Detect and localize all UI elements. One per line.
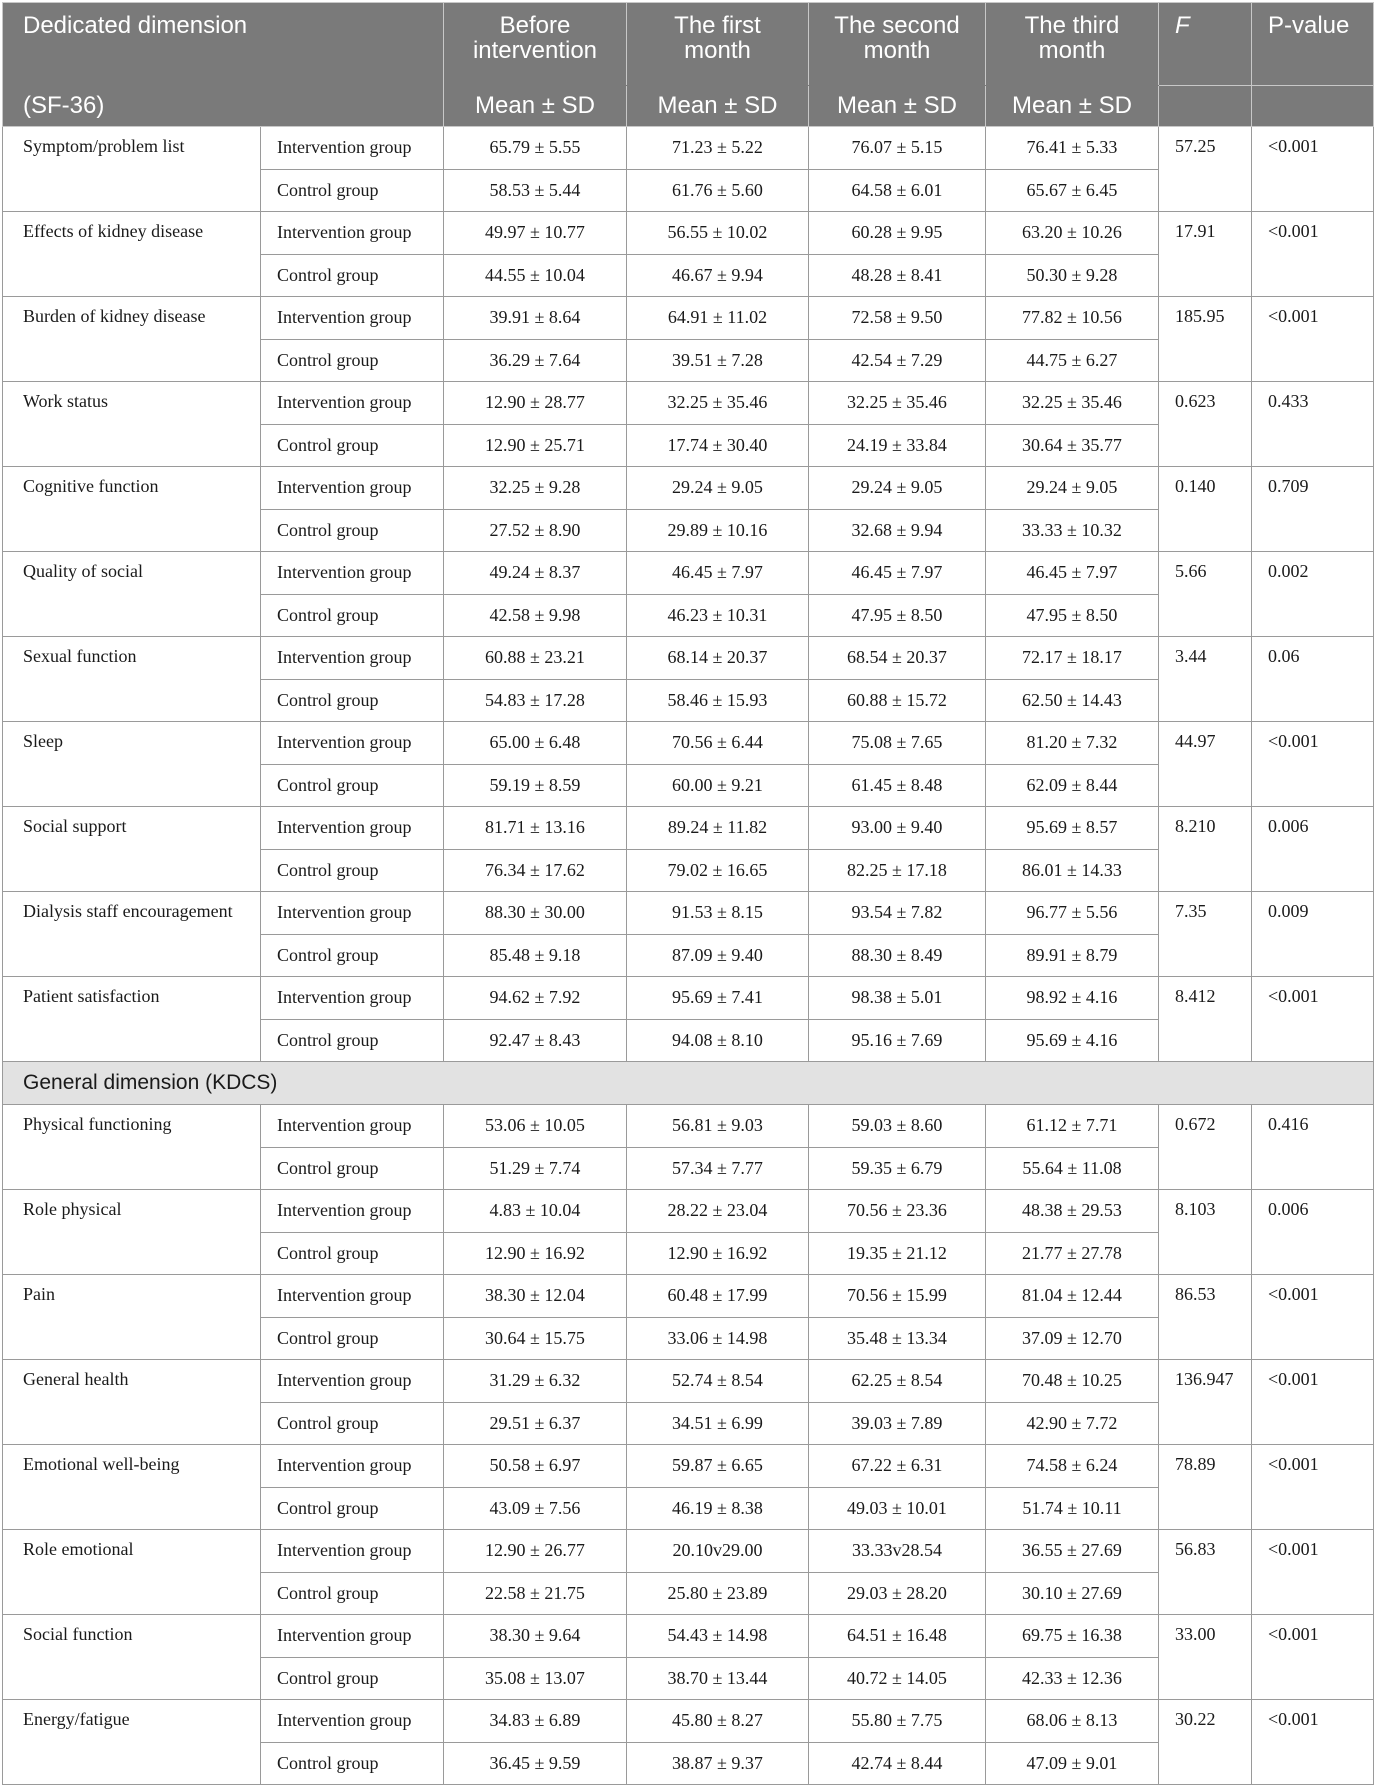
mean-sd-value: 49.03 ± 10.01 <box>809 1487 986 1530</box>
mean-sd-value: 64.58 ± 6.01 <box>809 169 986 212</box>
mean-sd-value: 55.64 ± 11.08 <box>986 1147 1159 1190</box>
mean-sd-value: 92.47 ± 8.43 <box>444 1019 627 1062</box>
mean-sd-value: 65.00 ± 6.48 <box>444 722 627 765</box>
mean-sd-value: 93.00 ± 9.40 <box>809 807 986 850</box>
dimension-name: Role physical <box>3 1190 261 1275</box>
mean-sd-value: 31.29 ± 6.32 <box>444 1360 627 1403</box>
mean-sd-value: 37.09 ± 12.70 <box>986 1317 1159 1360</box>
mean-sd-value: 62.50 ± 14.43 <box>986 679 1159 722</box>
mean-sd-value: 57.34 ± 7.77 <box>627 1147 809 1190</box>
mean-sd-value: 60.88 ± 15.72 <box>809 679 986 722</box>
col-header-month2: The second month <box>809 3 986 86</box>
group-label: Intervention group <box>261 892 444 935</box>
mean-sd-value: 36.45 ± 9.59 <box>444 1742 627 1785</box>
table-row <box>3 1105 1374 1148</box>
mean-sd-value: 35.48 ± 13.34 <box>809 1317 986 1360</box>
mean-sd-value: 46.23 ± 10.31 <box>627 594 809 637</box>
mean-sd-value: 79.02 ± 16.65 <box>627 849 809 892</box>
p-value: 0.416 <box>1252 1105 1374 1190</box>
table-header <box>3 3 1374 127</box>
group-label: Intervention group <box>261 212 444 255</box>
table-row <box>3 552 1374 595</box>
mean-sd-value: 43.09 ± 7.56 <box>444 1487 627 1530</box>
group-label: Control group <box>261 849 444 892</box>
mean-sd-value: 72.17 ± 18.17 <box>986 637 1159 680</box>
table-row <box>3 467 1374 510</box>
f-value: 0.672 <box>1159 1105 1252 1190</box>
group-label: Intervention group <box>261 297 444 340</box>
dimension-name: Energy/fatigue <box>3 1700 261 1785</box>
mean-sd-value: 68.54 ± 20.37 <box>809 637 986 680</box>
col-header-month1: The first month <box>627 3 809 86</box>
mean-sd-value: 96.77 ± 5.56 <box>986 892 1159 935</box>
mean-sd-value: 32.25 ± 35.46 <box>809 382 986 425</box>
group-label: Control group <box>261 1742 444 1785</box>
mean-sd-value: 29.89 ± 10.16 <box>627 509 809 552</box>
mean-sd-value: 40.72 ± 14.05 <box>809 1657 986 1700</box>
mean-sd-value: 51.29 ± 7.74 <box>444 1147 627 1190</box>
mean-sd-value: 70.48 ± 10.25 <box>986 1360 1159 1403</box>
group-label: Intervention group <box>261 1275 444 1318</box>
dimension-name: Cognitive function <box>3 467 261 552</box>
group-label: Intervention group <box>261 977 444 1020</box>
mean-sd-value: 68.14 ± 20.37 <box>627 637 809 680</box>
f-value: 7.35 <box>1159 892 1252 977</box>
mean-sd-value: 38.30 ± 12.04 <box>444 1275 627 1318</box>
mean-sd-value: 71.23 ± 5.22 <box>627 127 809 170</box>
mean-sd-value: 17.74 ± 30.40 <box>627 424 809 467</box>
dimension-name: Quality of social <box>3 552 261 637</box>
table-row <box>3 1700 1374 1743</box>
dimension-header: Dedicated dimension <box>3 3 261 86</box>
mean-sd-value: 46.19 ± 8.38 <box>627 1487 809 1530</box>
mean-sd-value: 38.87 ± 9.37 <box>627 1742 809 1785</box>
mean-sd-value: 61.12 ± 7.71 <box>986 1105 1159 1148</box>
mean-sd-value: 49.24 ± 8.37 <box>444 552 627 595</box>
mean-sd-value: 59.87 ± 6.65 <box>627 1445 809 1488</box>
mean-sd-value: 29.03 ± 28.20 <box>809 1572 986 1615</box>
table-row <box>3 637 1374 680</box>
mean-sd-value: 30.64 ± 35.77 <box>986 424 1159 467</box>
table-row <box>3 1615 1374 1658</box>
table-row <box>3 722 1374 765</box>
mean-sd-value: 45.80 ± 8.27 <box>627 1700 809 1743</box>
mean-sd-value: 54.43 ± 14.98 <box>627 1615 809 1658</box>
mean-sd-value: 65.79 ± 5.55 <box>444 127 627 170</box>
subheader-mean-sd: Mean ± SD <box>986 86 1159 127</box>
mean-sd-value: 60.00 ± 9.21 <box>627 764 809 807</box>
group-label: Control group <box>261 934 444 977</box>
table-row <box>3 892 1374 935</box>
f-value: 44.97 <box>1159 722 1252 807</box>
group-label: Intervention group <box>261 552 444 595</box>
group-label: Intervention group <box>261 1105 444 1148</box>
mean-sd-value: 60.48 ± 17.99 <box>627 1275 809 1318</box>
mean-sd-value: 59.35 ± 6.79 <box>809 1147 986 1190</box>
group-label: Control group <box>261 424 444 467</box>
mean-sd-value: 52.74 ± 8.54 <box>627 1360 809 1403</box>
group-label: Intervention group <box>261 382 444 425</box>
group-label: Control group <box>261 1402 444 1445</box>
subheader-mean-sd: Mean ± SD <box>444 86 627 127</box>
col-header-before: Before intervention <box>444 3 627 86</box>
mean-sd-value: 39.03 ± 7.89 <box>809 1402 986 1445</box>
mean-sd-value: 47.09 ± 9.01 <box>986 1742 1159 1785</box>
group-label: Intervention group <box>261 1615 444 1658</box>
mean-sd-value: 88.30 ± 8.49 <box>809 934 986 977</box>
dimension-name: Sleep <box>3 722 261 807</box>
p-value: <0.001 <box>1252 1445 1374 1530</box>
mean-sd-value: 48.28 ± 8.41 <box>809 254 986 297</box>
mean-sd-value: 58.53 ± 5.44 <box>444 169 627 212</box>
f-value: 8.210 <box>1159 807 1252 892</box>
mean-sd-value: 98.92 ± 4.16 <box>986 977 1159 1020</box>
mean-sd-value: 61.76 ± 5.60 <box>627 169 809 212</box>
mean-sd-value: 42.58 ± 9.98 <box>444 594 627 637</box>
group-label: Control group <box>261 1232 444 1275</box>
mean-sd-value: 32.68 ± 9.94 <box>809 509 986 552</box>
mean-sd-value: 76.41 ± 5.33 <box>986 127 1159 170</box>
f-value: 57.25 <box>1159 127 1252 212</box>
p-value: 0.709 <box>1252 467 1374 552</box>
p-value: <0.001 <box>1252 1615 1374 1700</box>
f-value: 78.89 <box>1159 1445 1252 1530</box>
f-value: 0.140 <box>1159 467 1252 552</box>
mean-sd-value: 70.56 ± 15.99 <box>809 1275 986 1318</box>
group-label: Control group <box>261 509 444 552</box>
mean-sd-value: 69.75 ± 16.38 <box>986 1615 1159 1658</box>
mean-sd-value: 68.06 ± 8.13 <box>986 1700 1159 1743</box>
mean-sd-value: 67.22 ± 6.31 <box>809 1445 986 1488</box>
results-table <box>2 2 1374 1785</box>
mean-sd-value: 46.45 ± 7.97 <box>627 552 809 595</box>
mean-sd-value: 75.08 ± 7.65 <box>809 722 986 765</box>
mean-sd-value: 46.45 ± 7.97 <box>809 552 986 595</box>
mean-sd-value: 36.55 ± 27.69 <box>986 1530 1159 1573</box>
mean-sd-value: 98.38 ± 5.01 <box>809 977 986 1020</box>
mean-sd-value: 95.69 ± 7.41 <box>627 977 809 1020</box>
group-label: Intervention group <box>261 722 444 765</box>
group-label: Control group <box>261 254 444 297</box>
mean-sd-value: 59.19 ± 8.59 <box>444 764 627 807</box>
mean-sd-value: 89.91 ± 8.79 <box>986 934 1159 977</box>
section-title: General dimension (KDCS) <box>3 1062 1374 1105</box>
dimension-name: Social function <box>3 1615 261 1700</box>
mean-sd-value: 32.25 ± 9.28 <box>444 467 627 510</box>
dimension-name: Effects of kidney disease <box>3 212 261 297</box>
mean-sd-value: 64.51 ± 16.48 <box>809 1615 986 1658</box>
mean-sd-value: 33.06 ± 14.98 <box>627 1317 809 1360</box>
mean-sd-value: 42.74 ± 8.44 <box>809 1742 986 1785</box>
mean-sd-value: 27.52 ± 8.90 <box>444 509 627 552</box>
mean-sd-value: 42.90 ± 7.72 <box>986 1402 1159 1445</box>
group-label: Intervention group <box>261 467 444 510</box>
f-value: 5.66 <box>1159 552 1252 637</box>
dimension-name: Burden of kidney disease <box>3 297 261 382</box>
table-row <box>3 1530 1374 1573</box>
p-value: <0.001 <box>1252 1360 1374 1445</box>
mean-sd-value: 82.25 ± 17.18 <box>809 849 986 892</box>
mean-sd-value: 63.20 ± 10.26 <box>986 212 1159 255</box>
p-value: <0.001 <box>1252 212 1374 297</box>
f-value: 136.947 <box>1159 1360 1252 1445</box>
f-value: 86.53 <box>1159 1275 1252 1360</box>
dimension-name: Dialysis staff encouragement <box>3 892 261 977</box>
mean-sd-value: 34.83 ± 6.89 <box>444 1700 627 1743</box>
table-body <box>3 127 1374 1785</box>
mean-sd-value: 12.90 ± 28.77 <box>444 382 627 425</box>
mean-sd-value: 20.10v29.00 <box>627 1530 809 1573</box>
mean-sd-value: 56.55 ± 10.02 <box>627 212 809 255</box>
mean-sd-value: 55.80 ± 7.75 <box>809 1700 986 1743</box>
mean-sd-value: 51.74 ± 10.11 <box>986 1487 1159 1530</box>
mean-sd-value: 47.95 ± 8.50 <box>986 594 1159 637</box>
mean-sd-value: 29.51 ± 6.37 <box>444 1402 627 1445</box>
mean-sd-value: 24.19 ± 33.84 <box>809 424 986 467</box>
group-label: Intervention group <box>261 127 444 170</box>
mean-sd-value: 29.24 ± 9.05 <box>809 467 986 510</box>
p-value: <0.001 <box>1252 977 1374 1062</box>
dimension-name: Emotional well-being <box>3 1445 261 1530</box>
mean-sd-value: 44.75 ± 6.27 <box>986 339 1159 382</box>
mean-sd-value: 33.33v28.54 <box>809 1530 986 1573</box>
p-value: 0.006 <box>1252 1190 1374 1275</box>
group-label: Intervention group <box>261 1530 444 1573</box>
f-value: 30.22 <box>1159 1700 1252 1785</box>
mean-sd-value: 34.51 ± 6.99 <box>627 1402 809 1445</box>
mean-sd-value: 42.54 ± 7.29 <box>809 339 986 382</box>
mean-sd-value: 19.35 ± 21.12 <box>809 1232 986 1275</box>
p-value: 0.006 <box>1252 807 1374 892</box>
subheader-mean-sd: Mean ± SD <box>627 86 809 127</box>
f-value: 17.91 <box>1159 212 1252 297</box>
mean-sd-value: 29.24 ± 9.05 <box>627 467 809 510</box>
mean-sd-value: 39.91 ± 8.64 <box>444 297 627 340</box>
mean-sd-value: 12.90 ± 16.92 <box>627 1232 809 1275</box>
mean-sd-value: 33.33 ± 10.32 <box>986 509 1159 552</box>
mean-sd-value: 91.53 ± 8.15 <box>627 892 809 935</box>
group-label: Control group <box>261 1657 444 1700</box>
mean-sd-value: 30.64 ± 15.75 <box>444 1317 627 1360</box>
table-row <box>3 382 1374 425</box>
f-value: 33.00 <box>1159 1615 1252 1700</box>
dimension-name: Symptom/problem list <box>3 127 261 212</box>
table-row <box>3 297 1374 340</box>
group-label: Control group <box>261 1019 444 1062</box>
mean-sd-value: 88.30 ± 30.00 <box>444 892 627 935</box>
mean-sd-value: 95.69 ± 8.57 <box>986 807 1159 850</box>
dimension-name: Social support <box>3 807 261 892</box>
mean-sd-value: 46.45 ± 7.97 <box>986 552 1159 595</box>
mean-sd-value: 59.03 ± 8.60 <box>809 1105 986 1148</box>
mean-sd-value: 38.30 ± 9.64 <box>444 1615 627 1658</box>
mean-sd-value: 44.55 ± 10.04 <box>444 254 627 297</box>
group-label: Intervention group <box>261 807 444 850</box>
mean-sd-value: 77.82 ± 10.56 <box>986 297 1159 340</box>
mean-sd-value: 32.25 ± 35.46 <box>986 382 1159 425</box>
mean-sd-value: 62.09 ± 8.44 <box>986 764 1159 807</box>
mean-sd-value: 4.83 ± 10.04 <box>444 1190 627 1233</box>
group-label: Intervention group <box>261 1700 444 1743</box>
mean-sd-value: 21.77 ± 27.78 <box>986 1232 1159 1275</box>
group-label: Control group <box>261 339 444 382</box>
mean-sd-value: 49.97 ± 10.77 <box>444 212 627 255</box>
mean-sd-value: 50.58 ± 6.97 <box>444 1445 627 1488</box>
mean-sd-value: 61.45 ± 8.48 <box>809 764 986 807</box>
dimension-name: Pain <box>3 1275 261 1360</box>
f-value: 56.83 <box>1159 1530 1252 1615</box>
dimension-name: Physical functioning <box>3 1105 261 1190</box>
mean-sd-value: 35.08 ± 13.07 <box>444 1657 627 1700</box>
mean-sd-value: 50.30 ± 9.28 <box>986 254 1159 297</box>
group-label: Intervention group <box>261 1360 444 1403</box>
table-row <box>3 807 1374 850</box>
dimension-name: Role emotional <box>3 1530 261 1615</box>
col-header-month3: The third month <box>986 3 1159 86</box>
mean-sd-value: 81.04 ± 12.44 <box>986 1275 1159 1318</box>
table-row <box>3 127 1374 170</box>
mean-sd-value: 70.56 ± 23.36 <box>809 1190 986 1233</box>
group-label: Control group <box>261 1317 444 1360</box>
mean-sd-value: 53.06 ± 10.05 <box>444 1105 627 1148</box>
dimension-name: Sexual function <box>3 637 261 722</box>
mean-sd-value: 86.01 ± 14.33 <box>986 849 1159 892</box>
mean-sd-value: 74.58 ± 6.24 <box>986 1445 1159 1488</box>
table-row <box>3 1275 1374 1318</box>
mean-sd-value: 94.62 ± 7.92 <box>444 977 627 1020</box>
p-value: 0.06 <box>1252 637 1374 722</box>
group-label: Control group <box>261 169 444 212</box>
mean-sd-value: 47.95 ± 8.50 <box>809 594 986 637</box>
mean-sd-value: 58.46 ± 15.93 <box>627 679 809 722</box>
table-row <box>3 977 1374 1020</box>
mean-sd-value: 93.54 ± 7.82 <box>809 892 986 935</box>
p-value: 0.009 <box>1252 892 1374 977</box>
mean-sd-value: 76.34 ± 17.62 <box>444 849 627 892</box>
subheader-mean-sd: Mean ± SD <box>809 86 986 127</box>
f-header: F <box>1159 3 1252 86</box>
table-row <box>3 212 1374 255</box>
mean-sd-value: 95.69 ± 4.16 <box>986 1019 1159 1062</box>
mean-sd-value: 56.81 ± 9.03 <box>627 1105 809 1148</box>
group-label: Control group <box>261 1572 444 1615</box>
mean-sd-value: 65.67 ± 6.45 <box>986 169 1159 212</box>
mean-sd-value: 85.48 ± 9.18 <box>444 934 627 977</box>
p-value: <0.001 <box>1252 297 1374 382</box>
table-row <box>3 1190 1374 1233</box>
mean-sd-value: 46.67 ± 9.94 <box>627 254 809 297</box>
mean-sd-value: 28.22 ± 23.04 <box>627 1190 809 1233</box>
mean-sd-value: 70.56 ± 6.44 <box>627 722 809 765</box>
table-row <box>3 1445 1374 1488</box>
p-value: <0.001 <box>1252 722 1374 807</box>
mean-sd-value: 94.08 ± 8.10 <box>627 1019 809 1062</box>
mean-sd-value: 36.29 ± 7.64 <box>444 339 627 382</box>
mean-sd-value: 64.91 ± 11.02 <box>627 297 809 340</box>
section-header-row <box>3 1062 1374 1105</box>
mean-sd-value: 42.33 ± 12.36 <box>986 1657 1159 1700</box>
p-value: <0.001 <box>1252 1275 1374 1360</box>
table-row <box>3 1360 1374 1403</box>
f-value: 8.412 <box>1159 977 1252 1062</box>
mean-sd-value: 12.90 ± 25.71 <box>444 424 627 467</box>
group-label: Control group <box>261 594 444 637</box>
mean-sd-value: 38.70 ± 13.44 <box>627 1657 809 1700</box>
mean-sd-value: 54.83 ± 17.28 <box>444 679 627 722</box>
group-label: Control group <box>261 764 444 807</box>
mean-sd-value: 95.16 ± 7.69 <box>809 1019 986 1062</box>
mean-sd-value: 30.10 ± 27.69 <box>986 1572 1159 1615</box>
p-value: <0.001 <box>1252 1530 1374 1615</box>
group-label: Intervention group <box>261 637 444 680</box>
f-value: 185.95 <box>1159 297 1252 382</box>
mean-sd-value: 89.24 ± 11.82 <box>627 807 809 850</box>
p-value-header: P-value <box>1252 3 1374 86</box>
mean-sd-value: 81.71 ± 13.16 <box>444 807 627 850</box>
mean-sd-value: 39.51 ± 7.28 <box>627 339 809 382</box>
group-label: Intervention group <box>261 1445 444 1488</box>
mean-sd-value: 60.88 ± 23.21 <box>444 637 627 680</box>
group-label: Control group <box>261 1487 444 1530</box>
dimension-name: General health <box>3 1360 261 1445</box>
mean-sd-value: 76.07 ± 5.15 <box>809 127 986 170</box>
group-label: Control group <box>261 1147 444 1190</box>
dimension-name: Work status <box>3 382 261 467</box>
mean-sd-value: 48.38 ± 29.53 <box>986 1190 1159 1233</box>
mean-sd-value: 32.25 ± 35.46 <box>627 382 809 425</box>
p-value: 0.002 <box>1252 552 1374 637</box>
mean-sd-value: 87.09 ± 9.40 <box>627 934 809 977</box>
mean-sd-value: 81.20 ± 7.32 <box>986 722 1159 765</box>
dimension-name: Patient satisfaction <box>3 977 261 1062</box>
mean-sd-value: 12.90 ± 26.77 <box>444 1530 627 1573</box>
mean-sd-value: 29.24 ± 9.05 <box>986 467 1159 510</box>
mean-sd-value: 72.58 ± 9.50 <box>809 297 986 340</box>
group-label: Intervention group <box>261 1190 444 1233</box>
group-label: Control group <box>261 679 444 722</box>
dimension-subheader: (SF-36) <box>3 86 261 127</box>
f-value: 8.103 <box>1159 1190 1252 1275</box>
mean-sd-value: 60.28 ± 9.95 <box>809 212 986 255</box>
p-value: 0.433 <box>1252 382 1374 467</box>
mean-sd-value: 12.90 ± 16.92 <box>444 1232 627 1275</box>
mean-sd-value: 25.80 ± 23.89 <box>627 1572 809 1615</box>
f-value: 3.44 <box>1159 637 1252 722</box>
mean-sd-value: 62.25 ± 8.54 <box>809 1360 986 1403</box>
p-value: <0.001 <box>1252 127 1374 212</box>
f-value: 0.623 <box>1159 382 1252 467</box>
p-value: <0.001 <box>1252 1700 1374 1785</box>
mean-sd-value: 22.58 ± 21.75 <box>444 1572 627 1615</box>
